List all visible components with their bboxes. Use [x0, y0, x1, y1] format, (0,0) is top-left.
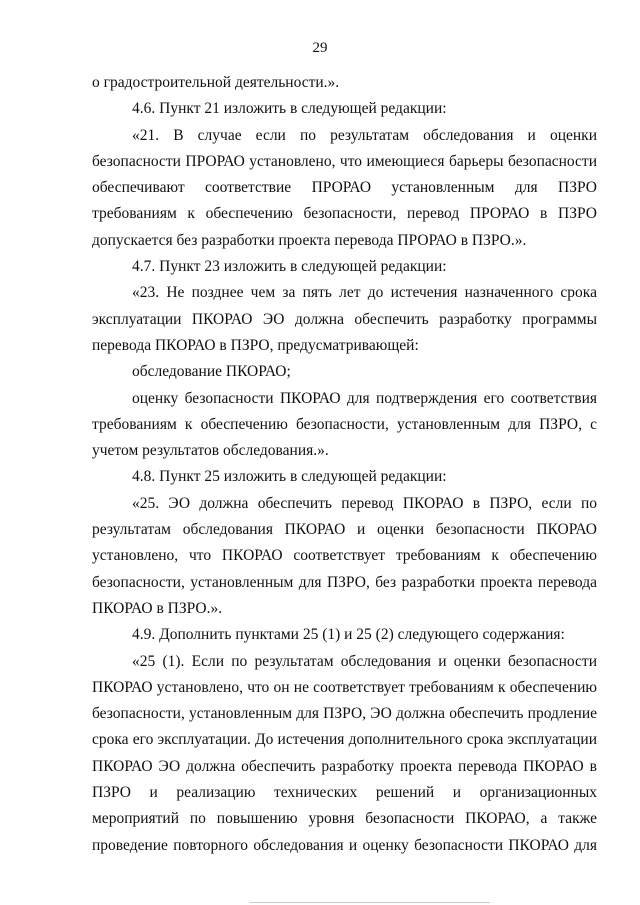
paragraph-item-4-8: 4.8. Пункт 25 изложить в следующей редакции:	[132, 468, 447, 486]
paragraph-clause-25-1: «25 (1). Если по результатам обследования и оценки безопасности ПКОРАО установлено, что он не соответствует требованиям к обеспечению безопасности, установленным для ПЗРО, ЭО должна обеспечить продление срока его эксплуатации. До истечения дополнительного срока эксплуатации ПКОРАО ЭО должна обеспечить разработку проекта перевода ПКОРАО в ПЗРО и реализацию технических решений и организационных мероприятий по повышению уровня безопасности ПКОРАО, а также проведение повторного обследования и оценку безопасности ПКОРАО для	[92, 652, 597, 854]
page-number: 29	[312, 40, 328, 56]
paragraph-survey: обследование ПКОРАО;	[132, 363, 291, 381]
paragraph-continuation: о градостроительной деятельности.».	[92, 74, 340, 91]
paragraph-item-4-7: 4.7. Пункт 23 изложить в следующей редакции:	[132, 258, 447, 276]
paragraph-clause-23: «23. Не позднее чем за пять лет до истечения назначенного срока эксплуатации ПКОРАО ЭО должна обеспечить разработку программы перевода ПКОРАО в ПЗРО, предусматривающей:	[92, 284, 597, 354]
document-body	[92, 70, 597, 859]
scan-edge-mark	[250, 902, 490, 903]
paragraph-item-4-6: 4.6. Пункт 21 изложить в следующей редакции:	[132, 100, 447, 118]
paragraph-clause-25: «25. ЭО должна обеспечить перевод ПКОРАО в ПЗРО, если по результатам обследования ПКОРАО и оценки безопасности ПКОРАО установлено, что ПКОРАО соответствует требованиям к обеспечению безопасности, установленным для ПЗРО, без разработки проекта перевода ПКОРАО в ПЗРО.».	[92, 494, 597, 617]
paragraph-safety-assessment: оценку безопасности ПКОРАО для подтверждения его соответствия требованиям к обеспечению безопасности, установленным для ПЗРО, с учетом результатов обследования.».	[92, 389, 597, 460]
paragraph-clause-21: «21. В случае если по результатам обследования и оценки безопасности ПРОРАО установлено, что имеющиеся барьеры безопасности обеспечивают соответствие ПРОРАО установленным для ПЗРО требованиям к обеспечению безопасности, перевод ПРОРАО в ПЗРО допускается без разработки проекта перевода ПРОРАО в ПЗРО.».	[92, 126, 597, 249]
paragraph-item-4-9: 4.9. Дополнить пунктами 25 (1) и 25 (2) следующего содержания:	[132, 626, 565, 644]
